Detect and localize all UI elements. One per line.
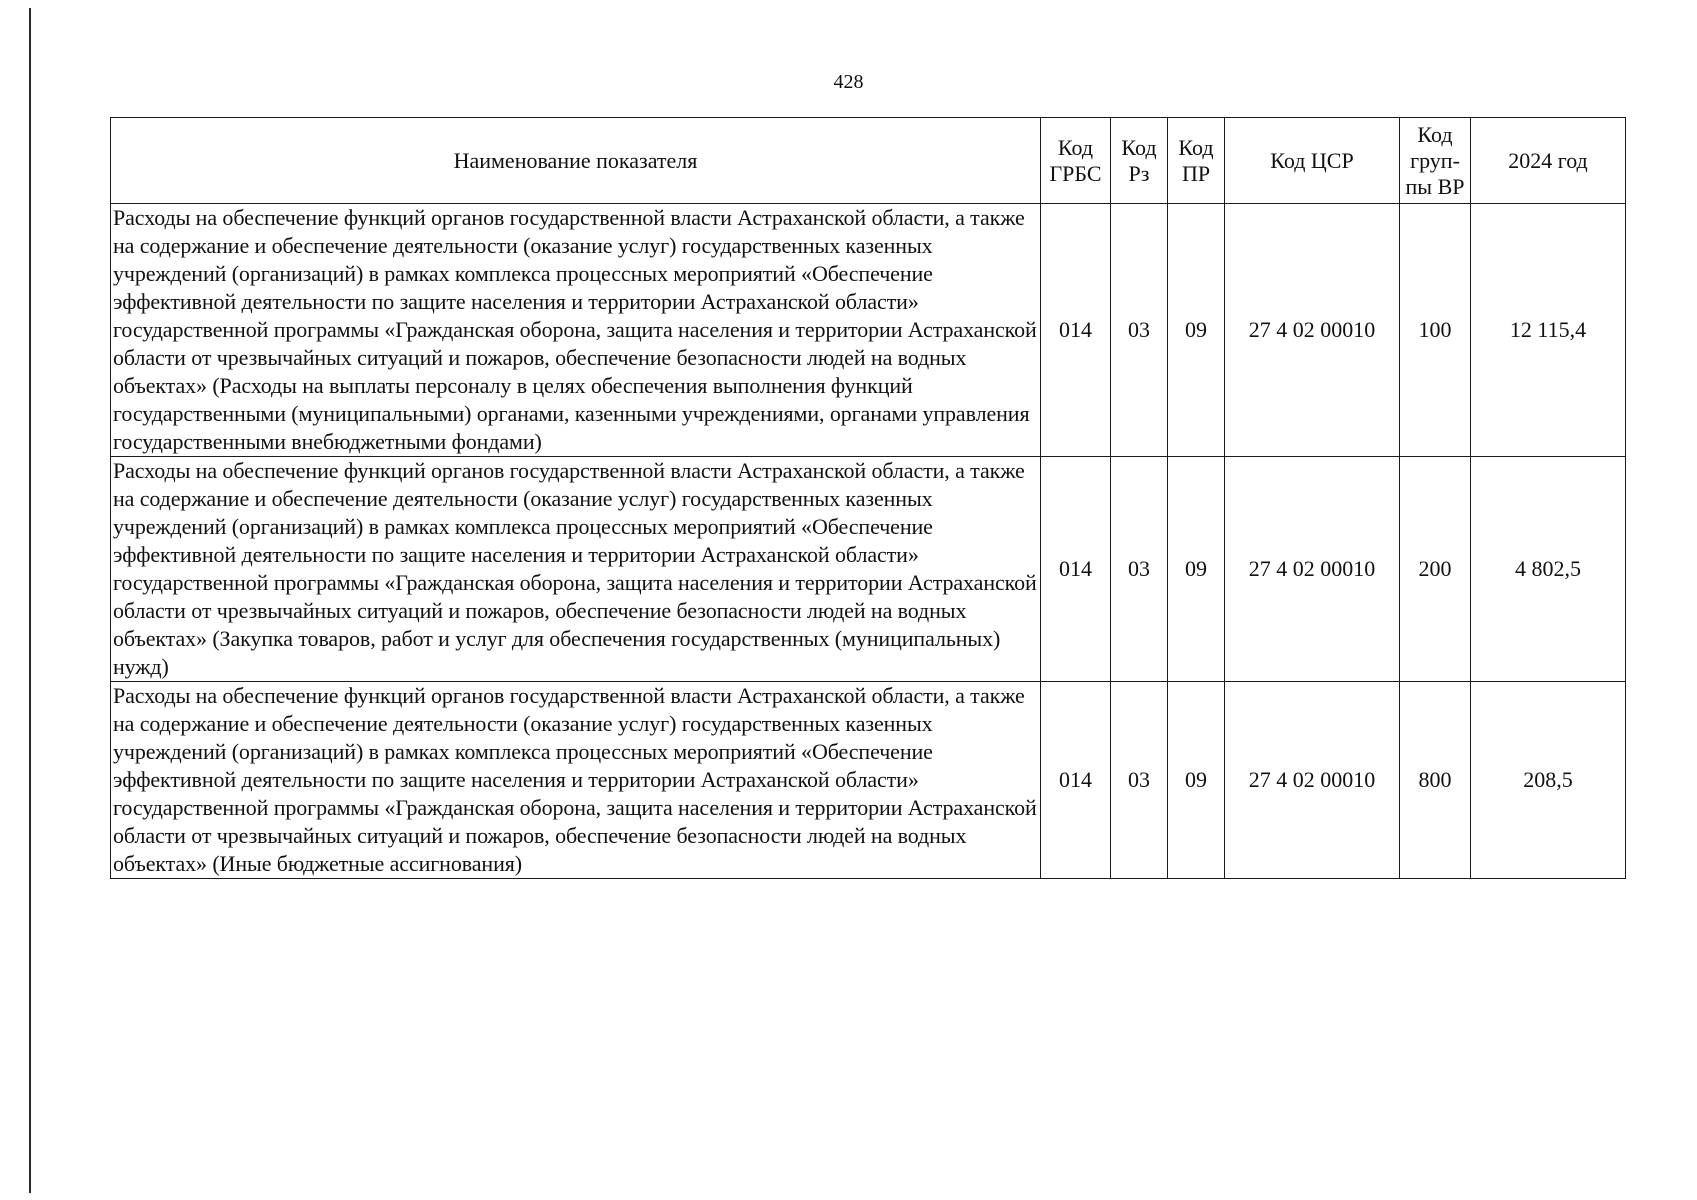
row-amount: 12 115,4 [1471,204,1626,457]
row-rz: 03 [1111,682,1168,879]
header-pr: Код ПР [1168,118,1225,204]
header-year: 2024 год [1471,118,1626,204]
table-row [111,682,1626,879]
table-row [111,457,1626,682]
row-name: Расходы на обеспечение функций органов государственной власти Астраханской области, а также на содержание и обеспечение деятельности (оказание услуг) государственных казенных учреждений (организаций) в рамках комплекса процессных мероприятий «Обеспечение эффективной деятельности по защите населения и территории Астраханской области» государственной программы «Гражданская оборона, защита населения и территории Астраханской области от чрезвычайных ситуаций и пожаров, обеспечение безопасности людей на водных объектах» (Закупка товаров, работ и услуг для обеспечения государственных (муниципальных) нужд) [111,457,1041,682]
row-name: Расходы на обеспечение функций органов государственной власти Астраханской области, а также на содержание и обеспечение деятельности (оказание услуг) государственных казенных учреждений (организаций) в рамках комплекса процессных мероприятий «Обеспечение эффективной деятельности по защите населения и территории Астраханской области» государственной программы «Гражданская оборона, защита населения и территории Астраханской области от чрезвычайных ситуаций и пожаров, обеспечение безопасности людей на водных объектах» (Расходы на выплаты персоналу в целях обеспечения выполнения функций государственными (муниципальными) органами, казенными учреждениями, органами управления государственными внебюджетными фондами) [111,204,1041,457]
row-pr: 09 [1168,682,1225,879]
header-grbs: Код ГРБС [1041,118,1111,204]
row-csr: 27 4 02 00010 [1225,204,1400,457]
table-header-row [111,118,1626,204]
row-pr: 09 [1168,204,1225,457]
row-pr: 09 [1168,457,1225,682]
row-grbs: 014 [1041,682,1111,879]
header-name: Наименование показателя [111,118,1041,204]
table-row [111,204,1626,457]
row-name: Расходы на обеспечение функций органов государственной власти Астраханской области, а также на содержание и обеспечение деятельности (оказание услуг) государственных казенных учреждений (организаций) в рамках комплекса процессных мероприятий «Обеспечение эффективной деятельности по защите населения и территории Астраханской области» государственной программы «Гражданская оборона, защита населения и территории Астраханской области от чрезвычайных ситуаций и пожаров, обеспечение безопасности людей на водных объектах» (Иные бюджетные ассигнования) [111,682,1041,879]
row-grbs: 014 [1041,457,1111,682]
budget-table [110,117,1626,879]
header-vr: Код груп-пы ВР [1400,118,1471,204]
row-rz: 03 [1111,204,1168,457]
row-grbs: 014 [1041,204,1111,457]
row-vr: 800 [1400,682,1471,879]
row-csr: 27 4 02 00010 [1225,457,1400,682]
header-rz: Код Рз [1111,118,1168,204]
scan-edge-line [29,8,31,1193]
row-rz: 03 [1111,457,1168,682]
row-vr: 200 [1400,457,1471,682]
row-csr: 27 4 02 00010 [1225,682,1400,879]
row-vr: 100 [1400,204,1471,457]
row-amount: 208,5 [1471,682,1626,879]
header-csr: Код ЦСР [1225,118,1400,204]
page-number: 428 [833,71,864,93]
row-amount: 4 802,5 [1471,457,1626,682]
